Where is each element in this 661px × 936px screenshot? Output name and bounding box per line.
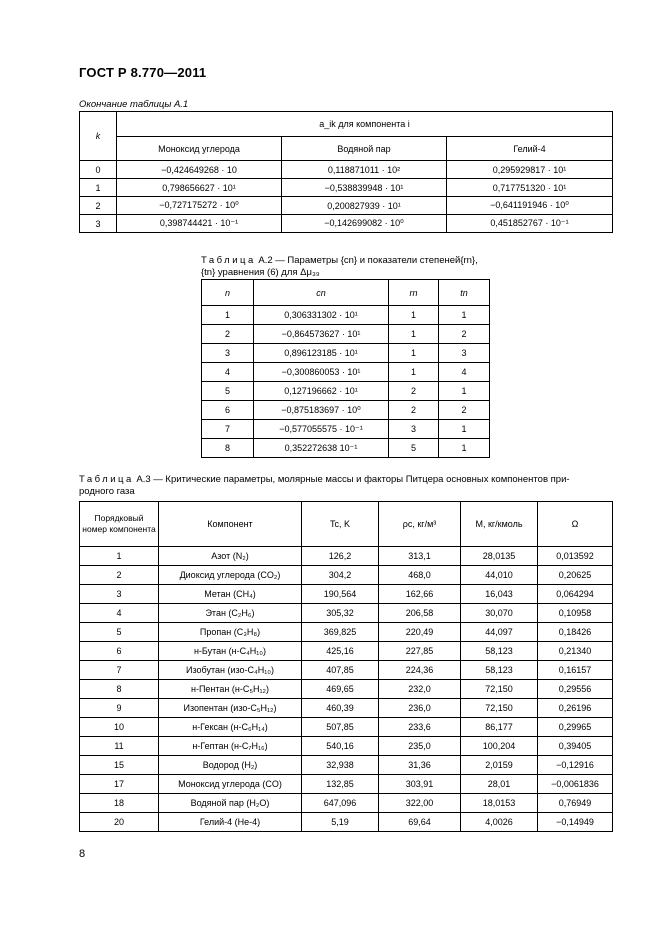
table-row (80, 737, 613, 756)
table-cell: 0,306331302 · 10¹ (254, 306, 389, 325)
table-cell: 100,204 (461, 737, 538, 756)
table-cell: 1 (439, 306, 490, 325)
table-cell: 0 (80, 161, 117, 179)
table-cell: −0,0061836 (538, 775, 613, 794)
table-cell: 233,6 (379, 718, 461, 737)
table-cell: 58,123 (461, 661, 538, 680)
table-cell: −0,577055575 · 10⁻¹ (254, 420, 389, 439)
table-row (80, 161, 613, 179)
table-cell: 0,127196662 · 10¹ (254, 382, 389, 401)
table-cell: 0,118871011 · 10² (282, 161, 447, 179)
table-row (80, 179, 613, 197)
table-cell: 28,0135 (461, 547, 538, 566)
table-row (202, 306, 490, 325)
table-cell: 2,0159 (461, 756, 538, 775)
table-cell: 0,29965 (538, 718, 613, 737)
table-row (80, 680, 613, 699)
table-cell: 1 (389, 344, 439, 363)
table-cell: −0,538839948 · 10¹ (282, 179, 447, 197)
table-cell: Изопентан (изо-C₅H₁₂) (159, 699, 302, 718)
table3-col-header: Tc, K (302, 502, 379, 547)
table2-caption-text: А.2 — Параметры {cn} и показатели степеней{rn}, (258, 255, 478, 266)
table3-caption-text: А.3 — Критические параметры, молярные массы и факторы Питцера основных компонентов при- (136, 474, 570, 485)
table-cell: 5 (389, 439, 439, 458)
table-row (80, 642, 613, 661)
table-row (80, 197, 613, 215)
table-cell: −0,864573627 · 10¹ (254, 325, 389, 344)
table-cell: 407,85 (302, 661, 379, 680)
table2-caption-lead: Таблица (201, 255, 256, 266)
table-cell: 3 (389, 420, 439, 439)
table-row (80, 775, 613, 794)
table-cell: 86,177 (461, 718, 538, 737)
table-cell: 0,39405 (538, 737, 613, 756)
table-cell: 0,064294 (538, 585, 613, 604)
table-cell: 4 (80, 604, 159, 623)
table-cell: 1 (389, 363, 439, 382)
table3 (79, 501, 613, 832)
table-cell: 44,010 (461, 566, 538, 585)
table-cell: 132,85 (302, 775, 379, 794)
table-cell: 4 (202, 363, 254, 382)
table-cell: Этан (C₂H₆) (159, 604, 302, 623)
table-row (80, 623, 613, 642)
table1-caption: Окончание таблицы А.1 (79, 99, 189, 110)
table-cell: 0,16157 (538, 661, 613, 680)
table-cell: 15 (80, 756, 159, 775)
table-cell: 31,36 (379, 756, 461, 775)
table3-col-header: Компонент (159, 502, 302, 547)
table-cell: 0,352272638 10⁻¹ (254, 439, 389, 458)
table-cell: 468,0 (379, 566, 461, 585)
table-cell: 7 (202, 420, 254, 439)
table-cell: 0,398744421 · 10⁻¹ (117, 215, 282, 233)
table-cell: 460,39 (302, 699, 379, 718)
table-row (80, 813, 613, 832)
table-cell: −0,424649268 · 10 (117, 161, 282, 179)
table2-col-header: rn (389, 280, 439, 306)
table-cell: 0,18426 (538, 623, 613, 642)
table-cell: 8 (80, 680, 159, 699)
table-cell: 16,043 (461, 585, 538, 604)
table-row (202, 439, 490, 458)
table-row (80, 604, 613, 623)
table2-caption (201, 255, 478, 279)
table-cell: 58,123 (461, 642, 538, 661)
table-cell: 1 (80, 179, 117, 197)
table-cell: 369,825 (302, 623, 379, 642)
table2 (201, 279, 490, 458)
table-cell: 507,85 (302, 718, 379, 737)
table-cell: 236,0 (379, 699, 461, 718)
table-cell: 0,200827939 · 10¹ (282, 197, 447, 215)
table-cell: 303,91 (379, 775, 461, 794)
table-cell: 0,896123185 · 10¹ (254, 344, 389, 363)
table-cell: 17 (80, 775, 159, 794)
table3-col-header: M, кг/кмоль (461, 502, 538, 547)
table-row (202, 325, 490, 344)
table-row (202, 363, 490, 382)
table-row (80, 661, 613, 680)
table-cell: 0,76949 (538, 794, 613, 813)
table-cell: 6 (202, 401, 254, 420)
table2-col-header: n (202, 280, 254, 306)
table-cell: 227,85 (379, 642, 461, 661)
table-cell: 0,26196 (538, 699, 613, 718)
table-cell: 72,150 (461, 699, 538, 718)
table-cell: 5 (80, 623, 159, 642)
table-cell: 28,01 (461, 775, 538, 794)
table-cell: 2 (439, 401, 490, 420)
table-cell: 1 (439, 439, 490, 458)
table-cell: Изобутан (изо-C₄H₁₀) (159, 661, 302, 680)
table-cell: 4 (439, 363, 490, 382)
table-cell: Пропан (C₃H₈) (159, 623, 302, 642)
table3-col-header: ρc, кг/м³ (379, 502, 461, 547)
table-cell: 4,0026 (461, 813, 538, 832)
table-cell: 18 (80, 794, 159, 813)
table-cell: 232,0 (379, 680, 461, 699)
table-cell: 6 (80, 642, 159, 661)
table-cell: 2 (80, 566, 159, 585)
table-cell: 0,013592 (538, 547, 613, 566)
table-row (80, 547, 613, 566)
table-cell: 540,16 (302, 737, 379, 756)
table-cell: 69,64 (379, 813, 461, 832)
table-row (80, 718, 613, 737)
document-title: ГОСТ Р 8.770—2011 (79, 65, 207, 80)
table-cell: −0,142699082 · 10⁰ (282, 215, 447, 233)
table-cell: 3 (80, 585, 159, 604)
table2-col-header: tn (439, 280, 490, 306)
table-cell: 0,798656627 · 10¹ (117, 179, 282, 197)
table-cell: 190,564 (302, 585, 379, 604)
table-row (202, 420, 490, 439)
table-cell: 425,16 (302, 642, 379, 661)
table-cell: 1 (389, 306, 439, 325)
table-cell: 647,096 (302, 794, 379, 813)
table-cell: 1 (439, 420, 490, 439)
table2-col-header: cn (254, 280, 389, 306)
table-cell: н-Пентан (н-C₅H₁₂) (159, 680, 302, 699)
table-cell: −0,875183697 · 10⁰ (254, 401, 389, 420)
table-cell: Диоксид углерода (CO₂) (159, 566, 302, 585)
table-cell: −0,14949 (538, 813, 613, 832)
table-cell: 313,1 (379, 547, 461, 566)
table-cell: Водяной пар (H₂O) (159, 794, 302, 813)
table-cell: 7 (80, 661, 159, 680)
table-cell: 235,0 (379, 737, 461, 756)
table3-caption-line2: родного газа (79, 486, 135, 497)
table-cell: 18,0153 (461, 794, 538, 813)
table-cell: 206,58 (379, 604, 461, 623)
table-cell: 2 (80, 197, 117, 215)
table1-col-header: Водяной пар (282, 137, 447, 161)
table-cell: 30,070 (461, 604, 538, 623)
table-cell: 2 (439, 325, 490, 344)
table-cell: Метан (CH₄) (159, 585, 302, 604)
table-cell: 305,32 (302, 604, 379, 623)
table-cell: 469,65 (302, 680, 379, 699)
table3-body (80, 547, 613, 832)
table-cell: Азот (N₂) (159, 547, 302, 566)
table-cell: 8 (202, 439, 254, 458)
table-cell: 5 (202, 382, 254, 401)
table1-body (80, 161, 613, 233)
table-cell: 126,2 (302, 547, 379, 566)
table-row (80, 699, 613, 718)
table-cell: 9 (80, 699, 159, 718)
table-cell: −0,12916 (538, 756, 613, 775)
table-cell: 220,49 (379, 623, 461, 642)
table-cell: 2 (202, 325, 254, 344)
table-cell: 1 (439, 382, 490, 401)
table3-col-header: Порядковый номер компонента (80, 502, 159, 547)
table3-caption-lead: Таблица (79, 474, 134, 485)
table1 (79, 111, 613, 233)
table-cell: 3 (439, 344, 490, 363)
table-cell: 0,29556 (538, 680, 613, 699)
table-row (80, 215, 613, 233)
page-number: 8 (79, 848, 86, 860)
table-row (80, 585, 613, 604)
table-cell: 224,36 (379, 661, 461, 680)
table-row (202, 344, 490, 363)
table-cell: 0,21340 (538, 642, 613, 661)
table-cell: 0,717751320 · 10¹ (447, 179, 613, 197)
table-cell: −0,727175272 · 10⁰ (117, 197, 282, 215)
table-cell: 162,66 (379, 585, 461, 604)
table-cell: 1 (80, 547, 159, 566)
table-cell: 3 (202, 344, 254, 363)
table-cell: 44,097 (461, 623, 538, 642)
table-cell: 322,00 (379, 794, 461, 813)
table-cell: −0,641191946 · 10⁰ (447, 197, 613, 215)
table-cell: 2 (389, 401, 439, 420)
table1-header-k: k (80, 112, 117, 161)
table-cell: Водород (H₂) (159, 756, 302, 775)
table-cell: −0,300860053 · 10¹ (254, 363, 389, 382)
table-cell: 0,451852767 · 10⁻¹ (447, 215, 613, 233)
table-cell: 32,938 (302, 756, 379, 775)
table-row (202, 401, 490, 420)
table1-col-header: Моноксид углерода (117, 137, 282, 161)
table-cell: Гелий-4 (He-4) (159, 813, 302, 832)
table-row (80, 566, 613, 585)
table-cell: 0,295929817 · 10¹ (447, 161, 613, 179)
table-row (80, 756, 613, 775)
table-cell: 11 (80, 737, 159, 756)
table1-group-header: a_ik для компонента i (117, 112, 613, 137)
table-cell: н-Гептан (н-C₇H₁₆) (159, 737, 302, 756)
table-cell: 0,20625 (538, 566, 613, 585)
table3-col-header: Ω (538, 502, 613, 547)
table-cell: 72,150 (461, 680, 538, 699)
table-cell: 5,19 (302, 813, 379, 832)
table-cell: н-Гексан (н-C₆H₁₄) (159, 718, 302, 737)
table-cell: н-Бутан (н-C₄H₁₀) (159, 642, 302, 661)
table-cell: 10 (80, 718, 159, 737)
table-cell: 1 (202, 306, 254, 325)
table-cell: 1 (389, 325, 439, 344)
table-cell: 2 (389, 382, 439, 401)
table3-caption (79, 474, 599, 498)
table-row (80, 794, 613, 813)
table-cell: 20 (80, 813, 159, 832)
table-cell: 304,2 (302, 566, 379, 585)
table-cell: 3 (80, 215, 117, 233)
table1-col-header: Гелий-4 (447, 137, 613, 161)
table-cell: 0,10958 (538, 604, 613, 623)
table-row (202, 382, 490, 401)
table2-body (202, 306, 490, 458)
table2-caption-line2: {tn} уравнения (6) для Δμ₃₉ (201, 267, 320, 278)
table-cell: Моноксид углерода (CO) (159, 775, 302, 794)
